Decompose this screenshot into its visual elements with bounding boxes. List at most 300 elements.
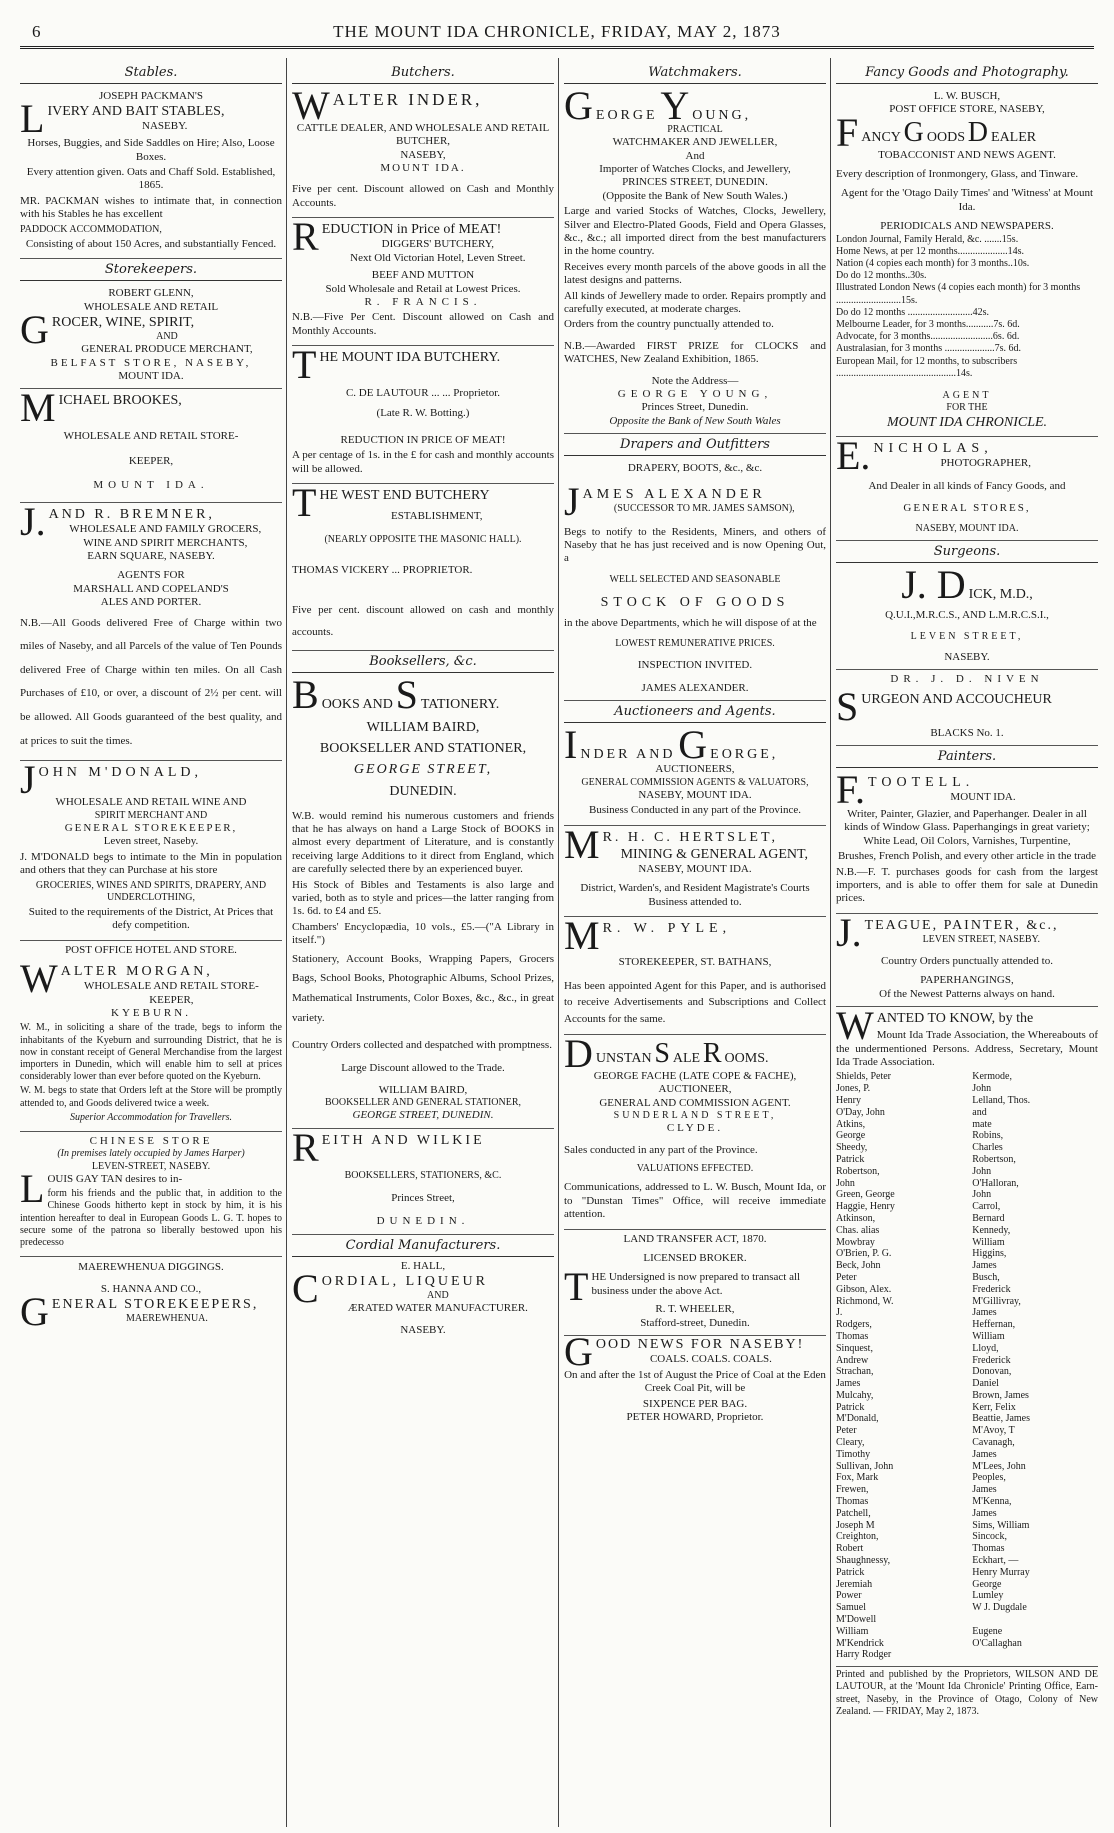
advert-text: SUNDERLAND STREET, [613, 1110, 777, 1122]
drop-cap: R [292, 214, 319, 260]
advert-heading: EDUCTION in Price of MEAT! [321, 222, 502, 238]
advert-heading: R. H. C. HERTSLET, [602, 829, 778, 845]
advert-text: Opposite the Bank of New South Wales [609, 414, 781, 427]
price-line: Australasian, for 3 months ....................7s. 6d. [836, 343, 1021, 355]
price-list [836, 234, 1098, 380]
advert-heading: UNSTAN [595, 1051, 652, 1067]
advert-text: Superior Accommodation for Travellers. [69, 1111, 233, 1123]
advert-text: WELL SELECTED AND SEASONABLE [609, 573, 781, 585]
advert-body: Begs to notify to the Residents, Miners, and others of Naseby that he has just received and is now Opening Out, a [564, 525, 826, 565]
advert-text: DUNEDIN. [389, 783, 457, 799]
names-column-right [972, 1071, 1098, 1661]
drop-cap: G [20, 1288, 49, 1334]
advert-text: SPIRIT MERCHANT AND [94, 809, 208, 821]
advert-body: W. M. begs to state that Orders left at the Store will be promptly attended to, and Goods delivered twice a week. [20, 1085, 282, 1109]
drop-cap: Y [660, 82, 690, 128]
advert-text: WHOLESALE AND RETAIL STORE- [63, 430, 239, 443]
name-entry: Robertson, John [972, 1153, 1016, 1177]
drop-cap: J. [836, 909, 862, 955]
advert-text: Q.U.I.,M.R.C.S., AND L.M.R.C.S.I., [885, 609, 1049, 622]
name-entry: Eugene O'Callaghan [972, 1625, 1022, 1649]
names-list [836, 1071, 1098, 1661]
advert-niven [836, 670, 1098, 746]
name-entry: Kermode, John [972, 1071, 1012, 1095]
advert-dunstan-sale-rooms [564, 1031, 826, 1230]
name-entry: Harry Rodger [836, 1649, 892, 1661]
advert-glenn [20, 284, 282, 389]
name-entry: Busch, Frederick [972, 1271, 1011, 1295]
advert-good-news [564, 1329, 826, 1424]
advert-text: GENERAL STOREKEEPER, [64, 821, 238, 834]
advert-west-end-butchery [292, 480, 554, 651]
advert-text: WHOLESALE AND FAMILY GROCERS, [69, 523, 262, 536]
price-line: European Mail, for 12 months, to subscribers ................................................14s. [836, 355, 1018, 379]
advert-body: And Dealer in all kinds of Fancy Goods, and [868, 480, 1066, 493]
name-entry: O'Brien, P. G. [836, 1248, 892, 1260]
advert-text: ROBERT GLENN, [108, 287, 194, 300]
drop-cap: J. [20, 499, 46, 545]
advert-text: MOUNT IDA. [93, 478, 209, 491]
drop-cap: S [395, 672, 418, 718]
section-heading: Butchers. [292, 64, 554, 84]
advert-dick [836, 562, 1098, 670]
drop-cap: G [564, 1329, 593, 1375]
name-entry: Heffernan, William [972, 1319, 1016, 1342]
name-entry: Sullivan, John [836, 1460, 894, 1472]
name-entry: Shields, Peter [836, 1071, 891, 1083]
advert-body: Large Discount allowed to the Trade. [341, 1062, 505, 1075]
advert-heading: EALER [991, 129, 1037, 145]
drop-cap: I [564, 722, 578, 768]
name-entry: Creighton, Robert [836, 1531, 879, 1555]
advert-text: GEORGE YOUNG, [617, 388, 773, 401]
name-entry: O'Halloran, John [972, 1177, 1019, 1201]
name-entry: Atkins, George [836, 1118, 866, 1142]
name-entry: M'Kenna, James [972, 1496, 1012, 1519]
name-entry: Cleary, Timothy [836, 1437, 871, 1460]
advert-text: WILLIAM BAIRD, [378, 1083, 468, 1096]
name-entry: Carrol, Bernard [972, 1201, 1005, 1224]
advert-text: GENERAL AND COMMISSION AGENT. [599, 1096, 791, 1109]
advert-text: E. HALL, [400, 1259, 446, 1272]
name-entry: mate [972, 1118, 992, 1130]
advert-text: AUCTIONEERS, [655, 763, 735, 776]
advert-heading: ANTED TO KNOW, by the [876, 1011, 1034, 1027]
advert-text: MOUNT IDA. [380, 162, 466, 175]
advert-text: NASEBY. [400, 1323, 446, 1336]
advert-body: N.B.—All Goods delivered Free of Charge within two miles of Naseby, and all Parcels of the value of Ten Pounds delivered Free of Charge within ten miles. On all Cash Purchases of £10, or over, a discount of 2½ per cent. will be allowed. All Goods guaranteed of the best quality, and at prices to suit the times. [20, 616, 282, 747]
advert-text: STOCK OF GOODS [600, 594, 790, 610]
column-rule [286, 58, 287, 1827]
advert-heading: TATIONERY. [420, 697, 500, 713]
advert-heading: ENERAL STOREKEEPERS, [51, 1296, 259, 1312]
section-heading: Fancy Goods and Photography. [836, 64, 1098, 84]
advert-heading: EORGE, [710, 747, 779, 763]
column-rule [558, 58, 559, 1827]
advert-body: Consisting of about 150 Acres, and substantially Fenced. [25, 237, 277, 250]
advert-text: Princes Street, [391, 1191, 455, 1204]
advert-text: EARN SQUARE, NASEBY. [87, 549, 215, 562]
drop-cap: F [836, 109, 859, 155]
advert-text: PADDOCK ACCOMMODATION, [20, 223, 162, 235]
name-entry: Beattie, James [972, 1413, 1031, 1425]
printer-imprint: Printed and published by the Proprietors, WILSON AND DE LAUTOUR, at the 'Mount Ida Chronicle' Printing Office, Earn-street, Naseby, in the Province of Otago, Colony of New Zealand. — FRIDAY, May 2, 1873. [836, 1669, 1098, 1717]
name-entry: Shaughnessy, Patrick [836, 1555, 891, 1578]
drop-cap: R [292, 1124, 319, 1170]
name-entry: Henry Murray [972, 1566, 1030, 1578]
advert-text: Of the Newest Patterns always on hand. [879, 987, 1055, 1000]
name-entry: Sims, William [972, 1519, 1030, 1531]
drop-cap: W [20, 956, 58, 1002]
advert-heading: OOMS. [724, 1051, 769, 1067]
drop-cap: J. D [901, 562, 966, 608]
advert-text: BELFAST STORE, NASEBY, [50, 356, 252, 369]
advert-text: JOSEPH PACKMAN'S [99, 89, 203, 102]
name-entry: Frewen, Thomas [836, 1484, 869, 1508]
advert-mcdonald [20, 757, 282, 940]
advert-heading: AND R. BREMNER, [48, 507, 215, 523]
price-line: Advocate, for 3 months.........................6s. 6d. [836, 331, 1020, 343]
name-entry: Cavanagh, James [972, 1437, 1015, 1460]
advert-text: ESTABLISHMENT, [390, 510, 483, 523]
drop-cap: G [564, 82, 593, 128]
advert-text: MINING & GENERAL AGENT, [620, 846, 808, 862]
section-heading: Auctioneers and Agents. [564, 703, 826, 723]
advert-text: Leven street, Naseby. [103, 835, 199, 848]
advert-text: NASEBY, [400, 148, 446, 161]
advert-heading: LAND TRANSFER ACT, 1870. [623, 1232, 767, 1245]
name-entry: Lelland, Thos. and [972, 1094, 1031, 1118]
drop-cap: S [654, 1038, 670, 1070]
advert-heading: EORGE [595, 107, 658, 123]
advert-reith-wilkie [292, 1124, 554, 1235]
advert-text: LEVEN STREET, [910, 630, 1024, 642]
drop-cap: J [564, 478, 580, 524]
advert-text: LICENSED BROKER. [643, 1252, 747, 1265]
advert-text: BLACKS No. 1. [930, 726, 1004, 739]
name-entry: Higgins, James [972, 1248, 1007, 1272]
drop-cap: W [292, 82, 330, 128]
advert-heading: OHN M'DONALD, [38, 765, 202, 781]
name-entry: M'Lees, John [972, 1460, 1026, 1472]
advert-text: CLYDE. [666, 1122, 724, 1135]
advert-text: AGENTS FOR [117, 569, 185, 582]
advert-text: (In premises lately occupied by James Harper) [57, 1148, 245, 1160]
advert-text: NASEBY. [142, 120, 188, 133]
name-entry: Rodgers, Thomas [836, 1319, 872, 1342]
advert-heading: ICK, M.D., [968, 587, 1033, 603]
advert-heading: OOKS AND [321, 697, 393, 713]
advert-heading: TEAGUE, PAINTER, &c., [864, 917, 1059, 933]
advert-body: Brushes, French Polish, and every other article in the trade [837, 850, 1097, 863]
advert-text: INSPECTION INVITED. [637, 658, 753, 671]
advert-hall [292, 1260, 554, 1337]
advert-body: Horses, Buggies, and Side Saddles on Hire; Also, Loose Boxes. [27, 137, 275, 163]
advert-text: NASEBY, MOUNT IDA. [915, 523, 1019, 535]
advert-body: All kinds of Jewellery made to order. Repairs promptly and carefully executed, at moderate charges. [564, 289, 826, 315]
advert-body: Country Orders collected and despatched with promptness. [292, 1038, 552, 1051]
advert-body: in the above Departments, which he will dispose of at the [564, 617, 817, 629]
advert-text: GENERAL COMMISSION AGENTS & VALUATORS, [581, 776, 809, 788]
advert-text: VALUATIONS EFFECTED. [636, 1163, 754, 1175]
drop-cap: M [564, 821, 600, 867]
advert-body: Business Conducted in any part of the Province. [588, 804, 802, 817]
advert-young [564, 82, 826, 434]
drop-cap: F. [836, 767, 866, 813]
drop-cap: M [564, 913, 600, 959]
advert-heading: HE WEST END BUTCHERY [319, 488, 490, 504]
advert-heading: ALE [672, 1051, 701, 1067]
advert-text: COALS. COALS. COALS. [649, 1353, 772, 1366]
advert-text: GENERAL PRODUCE MERCHANT, [81, 343, 253, 356]
price-line: Home News, at per 12 months....................14s. [836, 245, 1025, 257]
section-heading: Surgeons. [836, 543, 1098, 563]
advert-heading: TOOTELL. [868, 775, 975, 791]
advert-text: AND [156, 331, 178, 343]
advert-body: W.B. would remind his numerous customers and friends that he has always on hand a Large Stock of BOOKS in almost every department of Literature, and is constantly receiving large Additions to it direct from England, which are carefully selected there by an experienced buyer. [292, 809, 554, 876]
advert-heading: NDER AND [580, 747, 676, 763]
advert-bremner [20, 499, 282, 761]
advert-heading: MAEREWHENUA DIGGINGS. [78, 1261, 224, 1274]
name-entry: Atkinson, Chas. alias [836, 1212, 880, 1236]
advert-body: N.B.—Awarded FIRST PRIZE for CLOCKS and WATCHES, New Zealand Exhibition, 1865. [564, 339, 826, 366]
advert-heading: IVERY AND BAIT STABLES, [47, 104, 225, 120]
advert-heading: ICHAEL BROOKES, [58, 393, 182, 409]
advert-body: Large and varied Stocks of Watches, Clocks, Jewellery, Silver and Electro-Plated Goods, Field and Opera Glasses, &c., &c.; all imported direct from the best manufacturers in the home country. [564, 205, 826, 258]
column-1 [20, 62, 282, 1827]
advert-text: REDUCTION IN PRICE OF MEAT! [340, 434, 506, 447]
advert-text: GROCERIES, WINES AND SPIRITS, DRAPERY, AND UNDERCLOTHING, [35, 879, 267, 903]
name-entry: Eckhart, — [972, 1555, 1019, 1567]
advert-body: Writer, Painter, Glazier, and Paperhanger. Dealer in all kinds of Window Glass. Paperhangings in great variety; White Lead, Oil Colors, Varnishes, Turpentine, [844, 808, 1090, 847]
advert-heading: NICHOLAS, [873, 441, 993, 457]
column-2 [292, 62, 554, 1827]
advert-body: Every description of Ironmongery, Glass, and Tinware. [836, 168, 1079, 181]
advert-text: STOREKEEPER, ST. BATHANS, [618, 956, 772, 969]
advert-text: DIGGERS' BUTCHERY, [381, 238, 495, 251]
advert-text: PRACTICAL [667, 123, 723, 135]
advert-body: MR. PACKMAN wishes to intimate that, in connection with his Stables he has excellent [20, 194, 282, 221]
names-column-left [836, 1071, 962, 1661]
advert-text: Importer of Watches Clocks, and Jewellery, [599, 162, 791, 175]
advert-text: MOUNT IDA CHRONICLE. [886, 415, 1048, 431]
advert-text: CATTLE DEALER, AND WHOLESALE AND RETAIL BUTCHER, [296, 121, 550, 148]
drop-cap: J [20, 757, 36, 803]
advert-heading: ALTER INDER, [332, 89, 483, 109]
drop-cap: G [903, 116, 924, 148]
advert-text: Next Old Victorian Hotel, Leven Street. [350, 251, 526, 264]
advert-text: WINE AND SPIRIT MERCHANTS, [83, 536, 248, 549]
advert-text: SIXPENCE PER BAG. [642, 1397, 748, 1410]
advert-inder [292, 82, 554, 218]
name-entry: Sinquest, Andrew [836, 1342, 873, 1366]
name-entry: Robertson, John [836, 1165, 880, 1189]
drop-cap: T [564, 1264, 589, 1310]
advert-body: N.B.—F. T. purchases goods for cash from the largest importers, and is able to offer them for sale at Dunedin prices. [836, 865, 1098, 905]
advert-heading: OUIS GAY TAN desires to in- [47, 1172, 183, 1185]
advert-text: GEORGE STREET, DUNEDIN. [352, 1109, 494, 1122]
name-entry: M'Gillivray, James [972, 1295, 1021, 1319]
section-heading: Drapers and Outfitters [564, 436, 826, 456]
advert-body: J. M'DONALD begs to intimate to the Min in population and others that they can Purchase at his store [20, 850, 282, 877]
advert-text: GENERAL STORES, [903, 501, 1031, 514]
advert-text: R. FRANCIS. [364, 296, 482, 308]
advert-text: ÆRATED WATER MANUFACTURER. [347, 1302, 528, 1315]
name-entry: Peoples, James [972, 1472, 1006, 1496]
advert-text: WHOLESALE AND RETAIL WINE AND [55, 796, 247, 809]
advert-alexander [564, 459, 826, 701]
advert-text: DRAPERY, BOOTS, &c., &c. [627, 462, 763, 475]
drop-cap: G [20, 306, 49, 352]
name-entry: Sheedy, Patrick [836, 1142, 868, 1165]
advert-heading: ROCER, WINE, SPIRIT, [51, 314, 195, 330]
advert-heading: DR. J. D. NIVEN [890, 673, 1044, 686]
price-line: Nation (4 copies each month) for 3 months..10s. [836, 258, 1030, 270]
drop-cap: S [836, 683, 859, 729]
advert-heading: ANCY [861, 129, 901, 145]
advert-text: S. HANNA AND CO., [100, 1282, 202, 1295]
drop-cap: T [292, 342, 317, 388]
advert-text: PAPERHANGINGS, [920, 974, 1014, 987]
advert-heading: OOD NEWS FOR NASEBY! [595, 1337, 805, 1353]
advert-wanted-to-know [836, 1003, 1098, 1667]
advert-body: Stationery, Account Books, Wrapping Papers, Grocers Bags, School Books, Photographic Albums, School Prizes, Mathematical Instruments, Color Boxes, &c., &c., in great variety. [292, 952, 554, 1025]
name-entry: Jeremiah Power [836, 1578, 873, 1602]
advert-text: WATCHMAKER AND JEWELLER, [612, 136, 778, 149]
name-entry: Haggie, Henry [836, 1201, 895, 1213]
advert-brookes [20, 385, 282, 503]
name-entry: Jones, P. Henry [836, 1083, 871, 1106]
name-entry: W J. Dugdale [972, 1602, 1027, 1614]
advert-text: (Late R. W. Botting.) [376, 406, 470, 419]
page-number: 6 [32, 22, 42, 41]
advert-text: LEVEN-STREET, NASEBY. [91, 1160, 211, 1172]
name-entry: Brown, James [972, 1389, 1029, 1401]
drop-cap: D [967, 116, 989, 148]
advert-text: (NEARLY OPPOSITE THE MASONIC HALL). [324, 533, 522, 545]
section-heading: Cordial Manufacturers. [292, 1237, 554, 1257]
advert-body: Communications, addressed to L. W. Busch, Mount Ida, or to "Dunstan Times" Office, will receive immediate attention. [564, 1181, 826, 1221]
advert-body: Five per cent. discount allowed on cash and monthly accounts. [292, 604, 554, 639]
advert-text: FOR THE [946, 402, 988, 414]
advert-heading: EITH AND WILKIE [321, 1132, 485, 1148]
name-entry: M'Avoy, T [972, 1425, 1015, 1437]
advert-text: MOUNT IDA. [950, 791, 1016, 804]
advert-text: DUNEDIN. [376, 1215, 470, 1228]
advert-text: WHOLESALE AND RETAIL [83, 300, 219, 313]
advert-heading: ALTER MORGAN, [60, 964, 213, 980]
advert-text: KYEBURN. [111, 1007, 191, 1020]
advert-heading: ORDIAL, LIQUEUR [321, 1273, 489, 1289]
advert-chinese-store [20, 1132, 282, 1257]
advert-inder-george [564, 722, 826, 825]
advert-body: Every attention given. Oats and Chaff Sold. Established, 1865. [26, 166, 276, 192]
advert-morgan [20, 956, 282, 1132]
advert-body: Country Orders punctually attended to. [881, 954, 1053, 967]
advert-body: form his friends and the public that, in addition to the Chinese Goods hitherto kept in stock by him, it is his intention hereafter to deal in European Goods L. G. T. hopes to secure some of the patrona so liberally bestowed upon his predecesso [20, 1188, 282, 1248]
advert-text: NASEBY, MOUNT IDA. [638, 862, 752, 875]
advert-body: Chambers' Encyclopædia, 10 vols., £5.—("A Library in itself.") [292, 920, 554, 947]
section-heading: Painters. [836, 748, 1098, 768]
advert-body: District, Warden's, and Resident Magistrate's Courts Business attended to. [580, 882, 810, 908]
name-entry: Gibson, Alex. [836, 1283, 892, 1295]
name-entry: Robins, Charles [972, 1130, 1004, 1154]
drop-cap: E. [836, 433, 871, 479]
advert-text: Note the Address— [651, 374, 739, 387]
drop-cap: L [20, 96, 45, 142]
advert-heading: OODS [926, 129, 966, 145]
price-line: Illustrated London News (4 copies each month) for 3 months ..........................15s. [836, 282, 1081, 306]
name-entry: Patchell, Joseph M [836, 1507, 875, 1531]
drop-cap: T [292, 480, 317, 526]
masthead-rule [20, 46, 1094, 49]
advert-text: WILLIAM BAIRD, [366, 720, 480, 736]
advert-text: PHOTOGRAPHER, [940, 457, 1031, 470]
advert-pyle [564, 913, 826, 1035]
advert-land-transfer [564, 1230, 826, 1337]
advert-text: MARSHALL AND COPELAND'S [73, 582, 229, 595]
advert-diggers-butchery [292, 214, 554, 346]
advert-text: Stafford-street, Dunedin. [640, 1316, 750, 1329]
advert-text: KEEPER, [149, 993, 194, 1006]
advert-text: NASEBY, MOUNT IDA. [638, 788, 752, 801]
advert-text: R. T. WHEELER, [655, 1303, 735, 1316]
drop-cap: M [20, 385, 56, 431]
advert-text: WHOLESALE AND RETAIL STORE- [83, 980, 259, 993]
section-heading: Storekeepers. [20, 261, 282, 281]
advert-text: BOOKSELLER AND GENERAL STATIONER, [324, 1097, 522, 1109]
advert-heading: OUNG, [692, 107, 752, 123]
column-rule [830, 58, 831, 1827]
advert-text: NASEBY. [944, 650, 990, 663]
advert-mount-ida-butchery [292, 342, 554, 484]
name-entry: Green, George [836, 1189, 895, 1201]
advert-text: GEORGE STREET, [353, 762, 493, 778]
advert-heading: AMES ALEXANDER [582, 486, 766, 502]
name-entry [972, 1614, 1032, 1626]
advert-text: AGENT [942, 389, 992, 401]
advert-text: TOBACCONIST AND NEWS AGENT. [878, 148, 1056, 161]
drop-cap: B [292, 672, 319, 718]
price-line: Melbourne Leader, for 3 months...........7s. 6d. [836, 319, 1020, 331]
advert-baird [292, 672, 554, 1128]
advert-body: On and after the 1st of August the Price of Coal at the Eden Creek Coal Pit, will be [564, 1368, 826, 1395]
name-entry: Mowbray [836, 1236, 875, 1248]
advert-nicholas [836, 433, 1098, 541]
advert-text: BEEF AND MUTTON [371, 269, 475, 282]
advert-body: N.B.—Five Per Cent. Discount allowed on Cash and Monthly Accounts. [292, 311, 554, 337]
price-line: Do do 12 months ..........................42s. [836, 306, 990, 318]
name-entry: Fox, Mark [836, 1472, 879, 1484]
advert-text: L. W. BUSCH, [933, 89, 1001, 102]
advert-packman [20, 87, 282, 259]
advert-body: His Stock of Bibles and Testaments is also large and varied, both as to style and prices—the latter ranging from 1s. 6d. to £4 and £5. [292, 878, 554, 918]
advert-body: Mount Ida Trade Association, the Whereabouts of the undermentioned Persons. Address, Secretary, Mount Ida Trade Association. [836, 1029, 1098, 1068]
advert-heading: POST OFFICE HOTEL AND STORE. [65, 943, 237, 956]
drop-cap: R [702, 1038, 722, 1070]
name-entry: Strachan, James [836, 1366, 874, 1390]
advert-hertslet [564, 821, 826, 917]
advert-body: A per centage of 1s. in the £ for cash and monthly accounts will be allowed. [292, 449, 554, 475]
drop-cap: G [678, 722, 708, 768]
advert-text: KEEPER, [128, 454, 174, 467]
advert-text: THOMAS VICKERY ... PROPRIETOR. [292, 563, 473, 576]
advert-text: And [685, 149, 705, 162]
advert-heading: HE MOUNT IDA BUTCHERY. [319, 350, 501, 366]
advert-body: Sales conducted in any part of the Province. [564, 1143, 758, 1156]
advert-text: Princes Street, Dunedin. [641, 401, 749, 414]
advert-text: LOWEST REMUNERATIVE PRICES. [615, 638, 775, 650]
